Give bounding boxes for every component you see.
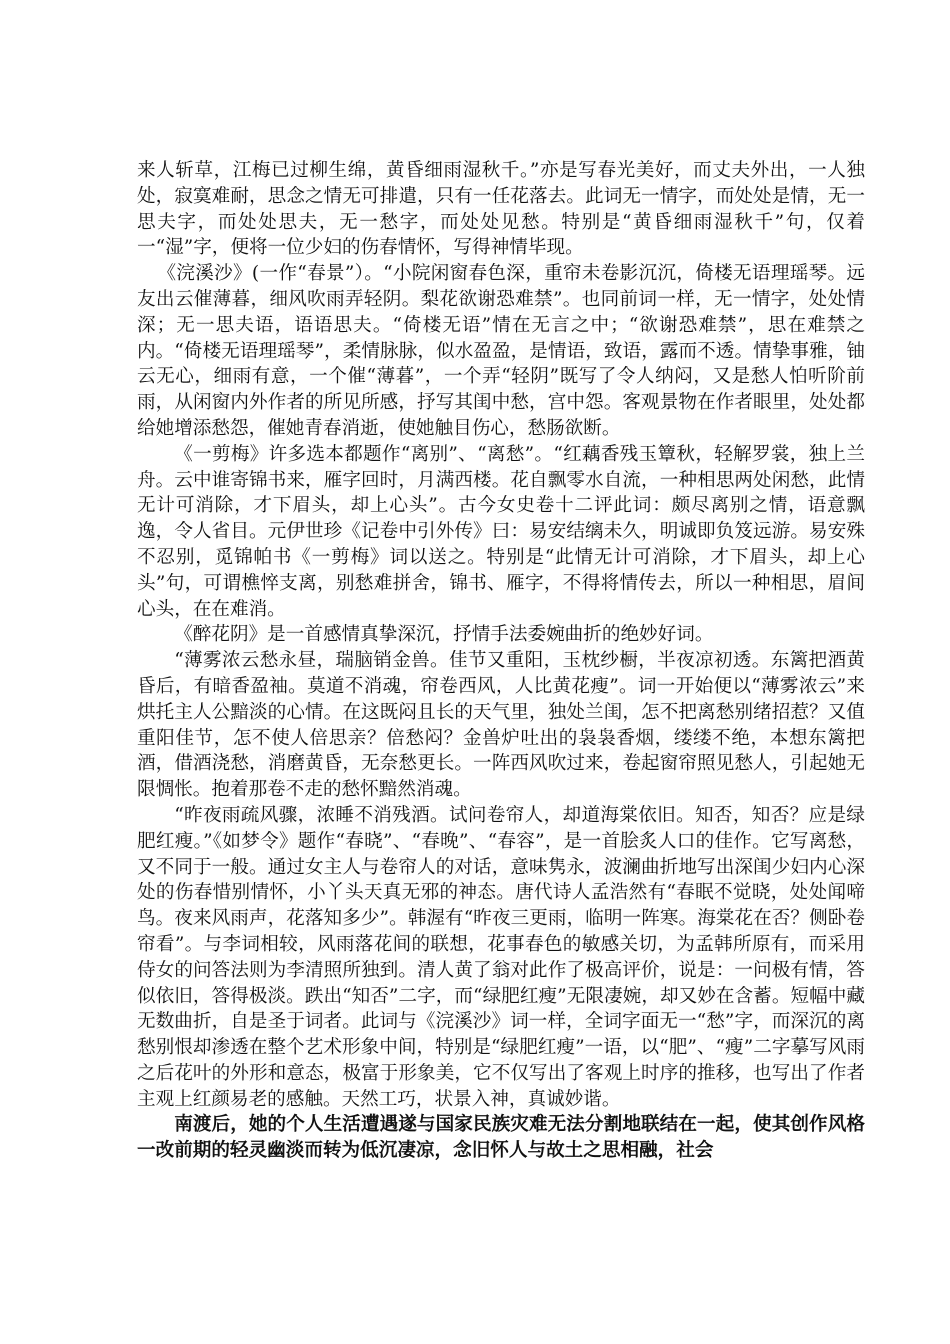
paragraph-huanxisha: 《浣溪沙》(一作“春景”）。“小院闲窗春色深，重帘未卷影沉沉，倚楼无语理瑶琴。远友出云催薄暮，细风吹雨弄轻阴。梨花欲谢恐难禁”。也同前词一样，无一情字，处处情深；无一思夫语，语语思夫。“倚楼无语”情在无言之中；“欲谢恐难禁”，思在难禁之内。“倚楼无语理瑶琴”，柔情脉脉，似水盈盈，是情语，致语，露而不透。情挚事雅，铀云无心，细雨有意，一个催“薄暮”，一个弄“轻阴”既写了令人纳闷，又是愁人怕听阶前雨，从闲窗内外作者的所见所感，抒写其闺中愁，宫中怨。客观景物在作者眼里，处处都给她增添愁怨，催她青春消逝，使她触目伤心，愁肠欲断。 <box>137 263 865 439</box>
paragraph-rumengling: “昨夜雨疏风骤，浓睡不消残酒。试问卷帘人，却道海棠依旧。知否，知否？应是绿肥红瘦。”《如梦令》题作“春晓”、“春晚”、“春容”，是一首脍炙人口的佳作。它写离愁，又不同于一般。通过女主人与卷帘人的对话，意味隽永，波澜曲折地写出深闺少妇内心深处的伤春惜别情怀，小丫头天真无邪的神态。唐代诗人孟浩然有“春眠不觉晓，处处闻啼鸟。夜来风雨声，花落知多少”。韩渥有“昨夜三更雨，临明一阵寒。海棠花在否？侧卧卷帘看”。与李词相较，风雨落花间的联想，花事春色的敏感关切，为孟韩所原有，而采用侍女的问答法则为李清照所独到。清人黄了翁对此作了极高评价，说是：一问极有情，答似依旧，答得极淡。跌出“知否”二字，而“绿肥红瘦”无限凄婉，却又妙在含蓄。短幅中藏无数曲折，自是圣于词者。此词与《浣溪沙》词一样，全词字面无一“愁”字，而深沉的离愁别恨却渗透在整个艺术形象中间，特别是“绿肥红瘦”一语，以“肥”、“瘦”二字摹写风雨之后花叶的外形和意态，极富于形象美，它不仅写出了客观上时序的推移，也写出了作者主观上红颜易老的感触。天然工巧，状景入神，真诚妙谐。 <box>137 804 865 1110</box>
paragraph-continuation: 来人斩草，江梅已过柳生绵，黄昏细雨湿秋千。”亦是写春光美好，而丈夫外出，一人独处，寂寞难耐，思念之情无可排遣，只有一任花落去。此词无一情字，而处处是情，无一思夫字，而处处思夫，无一愁字，而处处见愁。特别是“黄昏细雨湿秋千”句，仅着一“湿”字，便将一位少妇的伤春情怀，写得神情毕现。 <box>137 160 865 259</box>
document-page <box>137 158 865 1164</box>
paragraph-zuihuayin-intro: 《醉花阴》是一首感情真挚深沉，抒情手法委婉曲折的绝妙好词。 <box>174 624 714 646</box>
paragraph-nandu: 南渡后，她的个人生活遭遇遂与国家民族灾难无法分割地联结在一起，使其创作风格一改前期的轻灵幽淡而转为低沉凄凉，念旧怀人与故土之思相融，社会 <box>137 1114 865 1162</box>
paragraph-zuihuayin: “薄雾浓云愁永昼，瑞脑销金兽。佳节又重阳，玉枕纱橱，半夜凉初透。东篱把酒黄昏后，有暗香盈袖。莫道不消魂，帘卷西风，人比黄花瘦”。词一开始便以“薄雾浓云”来烘托主人公黯淡的心情。在这既闷且长的天气里，独处兰闺，怎不把离愁别绪招惹？又值重阳佳节，怎不使人倍思亲？倍愁闷？金兽炉吐出的袅袅香烟，缕缕不绝，本想东篱把酒，借酒浇愁，消磨黄昏，无奈愁更长。一阵西风吹过来，卷起窗帘照见愁人，引起她无限惆怅。抱着那卷不走的愁怀黯然消魂。 <box>137 650 865 801</box>
paragraph-yijianmei: 《一剪梅》许多选本都题作“离别”、“离愁”。“红藕香残玉簟秋，轻解罗裳，独上兰舟。云中谁寄锦书来，雁字回时，月满西楼。花自飘零水自流，一种相思两处闲愁，此情无计可消除，才下眉头，却上心头”。古今女史卷十二评此词：颇尽离别之情，语意飘逸，令人省目。元伊世珍《记卷中引外传》曰：易安结缡未久，明诚即负笈远游。易安殊不忍别，觅锦帕书《一剪梅》词以送之。特别是“此情无计可消除，才下眉头，却上心头”句，可谓樵悴支离，别愁难拼舍，锦书、雁字，不得将情传去，所以一种相思，眉间心头，在在难消。 <box>137 443 865 620</box>
